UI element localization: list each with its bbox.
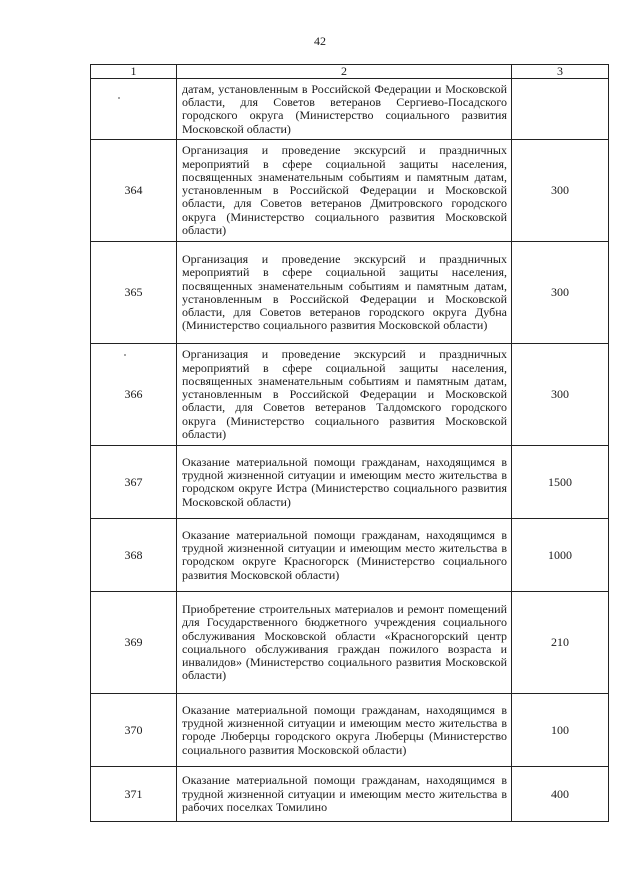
table-row (91, 79, 609, 140)
table-row (91, 344, 609, 446)
row-description: Оказание материальной помощи гражданам, находящимся в трудной жизненной ситуации и имеющим место жительства в рабочих поселках Томилино (177, 767, 512, 822)
row-description: Оказание материальной помощи гражданам, находящимся в трудной жизненной ситуации и имеющим место жительства в городском округе Истра (Министерство социального развития Московской области) (177, 446, 512, 519)
table-row (91, 242, 609, 344)
row-number: 366 (91, 344, 177, 446)
column-header: 3 (512, 65, 609, 79)
table-row (91, 519, 609, 592)
row-description: Оказание материальной помощи гражданам, находящимся в трудной жизненной ситуации и имеющим место жительства в городе Люберцы городского округа Люберцы (Министерство социального развития Московской области) (177, 694, 512, 767)
table-row (91, 592, 609, 694)
row-value (512, 79, 609, 140)
row-description: датам, установленным в Российской Федерации и Московской области, для Советов ветеранов Сергиево-Посадского городского округа (Министерство социального развития Московской области) (177, 79, 512, 140)
scan-speck (118, 97, 120, 99)
scan-speck (124, 354, 126, 356)
column-header: 2 (177, 65, 512, 79)
data-table (90, 64, 609, 822)
table-row (91, 140, 609, 242)
column-header: 1 (91, 65, 177, 79)
row-description: Приобретение строительных материалов и ремонт помещений для Государственного бюджетного учреждения социального обслуживания Московской области «Красногорский центр социального обслуживания граждан пожилого возраста и инвалидов» (Министерство социального развития Московской области) (177, 592, 512, 694)
row-description: Организация и проведение экскурсий и праздничных мероприятий в сфере социальной защиты населения, посвященных знаменательным событиям и памятным датам, установленным в Российской Федерации и Московской области, для Советов ветеранов Талдомского городского округа (Министерство социального развития Московской области) (177, 344, 512, 446)
row-description: Организация и проведение экскурсий и праздничных мероприятий в сфере социальной защиты населения, посвященных знаменательным событиям и памятным датам, установленным в Российской Федерации и Московской области, для Советов ветеранов городского округа Дубна (Министерство социального развития Московской области) (177, 242, 512, 344)
row-value: 1500 (512, 446, 609, 519)
table-row (91, 767, 609, 822)
table-row (91, 694, 609, 767)
row-number: 368 (91, 519, 177, 592)
row-value: 100 (512, 694, 609, 767)
row-description: Оказание материальной помощи гражданам, находящимся в трудной жизненной ситуации и имеющим место жительства в городском округе Красногорск (Министерство социального развития Московской области) (177, 519, 512, 592)
row-number: 367 (91, 446, 177, 519)
row-value: 210 (512, 592, 609, 694)
row-value: 400 (512, 767, 609, 822)
row-number (91, 79, 177, 140)
row-number: 365 (91, 242, 177, 344)
row-number: 364 (91, 140, 177, 242)
table-header-row (91, 65, 609, 79)
page-number: 42 (314, 34, 326, 48)
row-value: 300 (512, 140, 609, 242)
row-description: Организация и проведение экскурсий и праздничных мероприятий в сфере социальной защиты населения, посвященных знаменательным событиям и памятным датам, установленным в Российской Федерации и Московской области, для Советов ветеранов Дмитровского городского округа (Министерство социального развития Московской области) (177, 140, 512, 242)
row-value: 1000 (512, 519, 609, 592)
row-number: 371 (91, 767, 177, 822)
row-number: 369 (91, 592, 177, 694)
row-value: 300 (512, 344, 609, 446)
row-value: 300 (512, 242, 609, 344)
row-number: 370 (91, 694, 177, 767)
table-row (91, 446, 609, 519)
